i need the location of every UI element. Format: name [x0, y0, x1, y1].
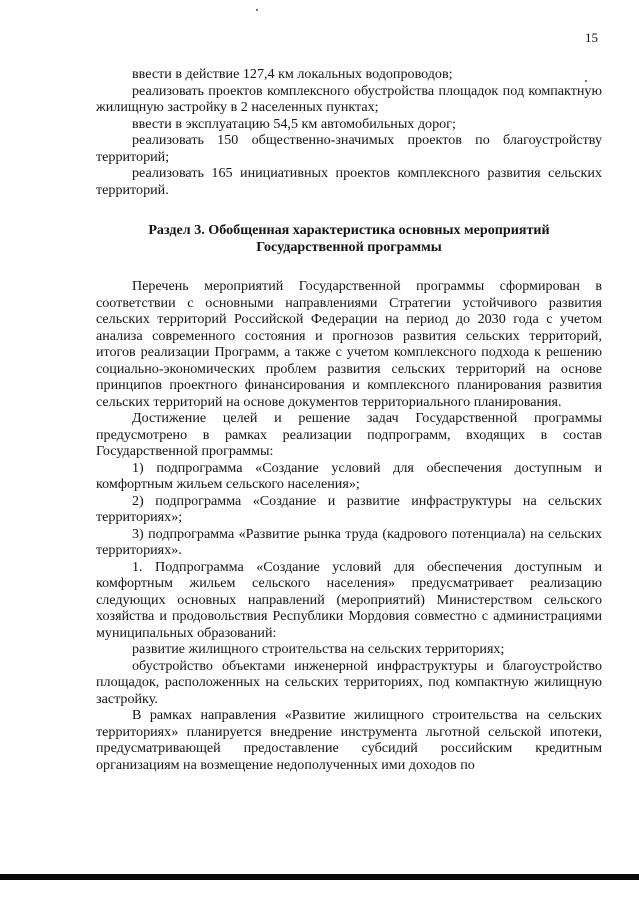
scan-speck [256, 9, 258, 11]
paragraph: Перечень мероприятий Государственной программы сформирован в соответствии с основными направлениями Стратегии устойчивого развития сельских территорий Российской Федерации на период до 2030 года с учетом анализа современного состояния и прогнозов развития сельских территорий, итогов реализации Программ, а также с учетом комплексного подхода к решению социально-экономических проблем развития сельских территорий на основе принципов проектного финансирования и комплексного планирования развития сельских территорий на основе документов территориального планирования. [96, 278, 602, 410]
paragraph: развитие жилищного строительства на сельских территориях; [132, 641, 505, 657]
scan-border-bar [0, 874, 639, 880]
paragraph: реализовать проектов комплексного обустройства площадок под компактную жилищную застройку в 2 населенных пунктах; [96, 82, 602, 115]
list-item: 1) подпрограмма «Создание условий для обеспечения доступным и комфортным жильем сельского населения»; [96, 459, 602, 492]
paragraph: обустройство объектами инженерной инфраструктуры и благоустройство площадок, расположенных на сельских территориях, под компактную жилищную застройку. [96, 657, 602, 707]
paragraph: Достижение целей и решение задач Государственной программы предусмотрено в рамках реализации подпрограмм, входящих в состав Государственной программы: [96, 410, 602, 459]
list-item: 2) подпрограмма «Создание и развитие инфраструктуры на сельских территориях»; [96, 492, 602, 525]
paragraph: 1. Подпрограмма «Создание условий для обеспечения доступным и комфортным жильем сельского населения» предусматривает реализацию следующих основных направлений (мероприятий) Министерством сельского хозяйства и продовольствия Республики Мордовия совместно с администрациями муниципальных образований: [96, 558, 602, 641]
list-item: 3) подпрограмма «Развитие рынка труда (кадрового потенциала) на сельских территориях». [96, 525, 602, 558]
page-number: 15 [585, 30, 598, 45]
paragraph: ввести в эксплуатацию 54,5 км автомобильных дорог; [132, 115, 456, 132]
section-heading: Раздел 3. Обобщенная характеристика основных мероприятий Государственной программы [148, 222, 550, 255]
paragraph: В рамках направления «Развитие жилищного строительства на сельских территориях» планируется внедрение инструмента льготной сельской ипотеки, предусматривающей предоставление субсидий российским кредитным организациям на возмещение недополученных ими доходов по [96, 707, 602, 773]
paragraph: ввести в действие 127,4 км локальных водопроводов; [132, 66, 453, 82]
paragraph: реализовать 150 общественно-значимых проектов по благоустройству территорий; [96, 132, 602, 165]
paragraph: реализовать 165 инициативных проектов комплексного развития сельских территорий. [96, 165, 602, 198]
document-body [96, 66, 602, 773]
